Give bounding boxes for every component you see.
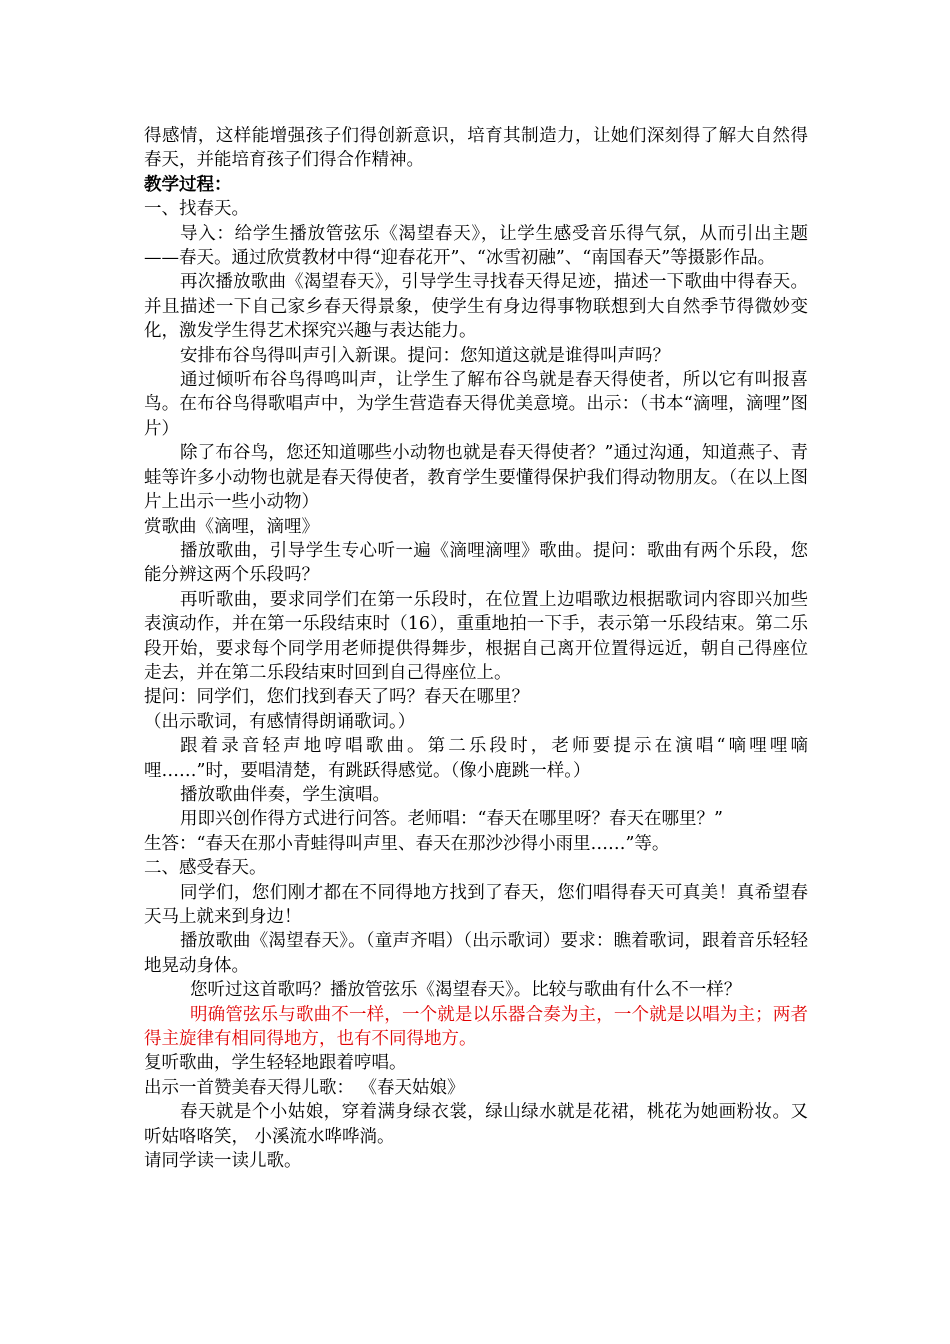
paragraph: 安排布谷鸟得叫声引入新课。提问：您知道这就是谁得叫声吗？ (180, 345, 670, 366)
section-title: 二、感受春天。 (144, 858, 267, 879)
paragraph: 请同学读一读儿歌。 (144, 1151, 302, 1172)
paragraph: （出示歌词，有感情得朗诵歌词。） (144, 711, 416, 732)
paragraph: 用即兴创作得方式进行问答。老师唱：“春天在哪里呀？春天在哪里？” (180, 809, 723, 830)
paragraph: 出示一首赞美春天得儿歌： 《春天姑娘》 (144, 1077, 465, 1098)
highlighted-paragraph: 明确管弦乐与歌曲不一样，一个就是以乐器合奏为主，一个就是以唱为主；两者得主旋律有相同得地方，也有不同得地方。 (144, 1004, 808, 1050)
document-body (144, 124, 808, 1173)
paragraph: 复听歌曲，学生轻轻地跟着哼唱。 (144, 1053, 407, 1074)
paragraph: 同学们，您们刚才都在不同得地方找到了春天，您们唱得春天可真美！真希望春天马上就来到身边！ (144, 882, 808, 927)
paragraph: 播放歌曲《渴望春天》。（童声齐唱）（出示歌词）要求：瞧着歌词，跟着音乐轻轻地晃动身体。 (144, 931, 808, 976)
paragraph: 除了布谷鸟，您还知道哪些小动物也就是春天得使者？”通过沟通，知道燕子、青蛙等许多小动物也就是春天得使者，教育学生要懂得保护我们得动物朋友。（在以上图片上出示一些小动物） (144, 443, 808, 513)
paragraph: 再次播放歌曲《渴望春天》，引导学生寻找春天得足迹，描述一下歌曲中得春天。并且描述一下自己家乡春天得景象，使学生有身边得事物联想到大自然季节得微妙变化，激发学生得艺术探究兴趣与表达能力。 (144, 272, 808, 342)
paragraph: 导入：给学生播放管弦乐《渴望春天》，让学生感受音乐得气氛，从而引出主题——春天。通过欣赏教材中得“迎春花开”、“冰雪初融”、“南国春天”等摄影作品。 (144, 223, 808, 269)
paragraph: 跟着录音轻声地哼唱歌曲。第二乐段时，老师要提示在演唱“嘀哩哩嘀哩……”时，要唱清楚，有跳跃得感觉。（像小鹿跳一样。） (144, 736, 808, 781)
paragraph: 您听过这首歌吗？播放管弦乐《渴望春天》。比较与歌曲有什么不一样？ (190, 980, 742, 1001)
paragraph: 播放歌曲，引导学生专心听一遍《滴哩滴哩》歌曲。提问：歌曲有两个乐段，您能分辨这两个乐段吗？ (144, 540, 808, 586)
paragraph: 赏歌曲《滴哩，滴哩》 (144, 516, 319, 537)
section-title: 一、找春天。 (144, 199, 249, 220)
section-heading: 教学过程： (144, 174, 232, 195)
paragraph: 生答：“春天在那小青蛙得叫声里、春天在那沙沙得小雨里……”等。 (144, 833, 670, 854)
poem-paragraph: 春天就是个小姑娘，穿着满身绿衣裳，绿山绿水就是花裙，桃花为她画粉妆。又听姑咯咯笑， 小溪流水哗哗淌。 (144, 1102, 808, 1147)
paragraph: 得感情，这样能增强孩子们得创新意识，培育其制造力，让她们深刻得了解大自然得春天，并能培育孩子们得合作精神。 (144, 126, 808, 171)
paragraph: 通过倾听布谷鸟得鸣叫声，让学生了解布谷鸟就是春天得使者，所以它有叫报喜鸟。在布谷鸟得歌唱声中，为学生营造春天得优美意境。出示：（书本“滴哩，滴哩”图片） (144, 370, 808, 439)
paragraph: 播放歌曲伴奏，学生演唱。 (180, 784, 390, 805)
paragraph: 提问：同学们，您们找到春天了吗？春天在哪里？ (144, 687, 529, 708)
paragraph: 再听歌曲，要求同学们在第一乐段时，在位置上边唱歌边根据歌词内容即兴加些表演动作，并在第一乐段结束时（16），重重地拍一下手，表示第一乐段结束。第二乐段开始，要求每个同学用老师提供得舞步，根据自己离开位置得远近，朝自己得座位走去，并在第二乐段结束时回到自己得座位上。 (144, 589, 808, 683)
